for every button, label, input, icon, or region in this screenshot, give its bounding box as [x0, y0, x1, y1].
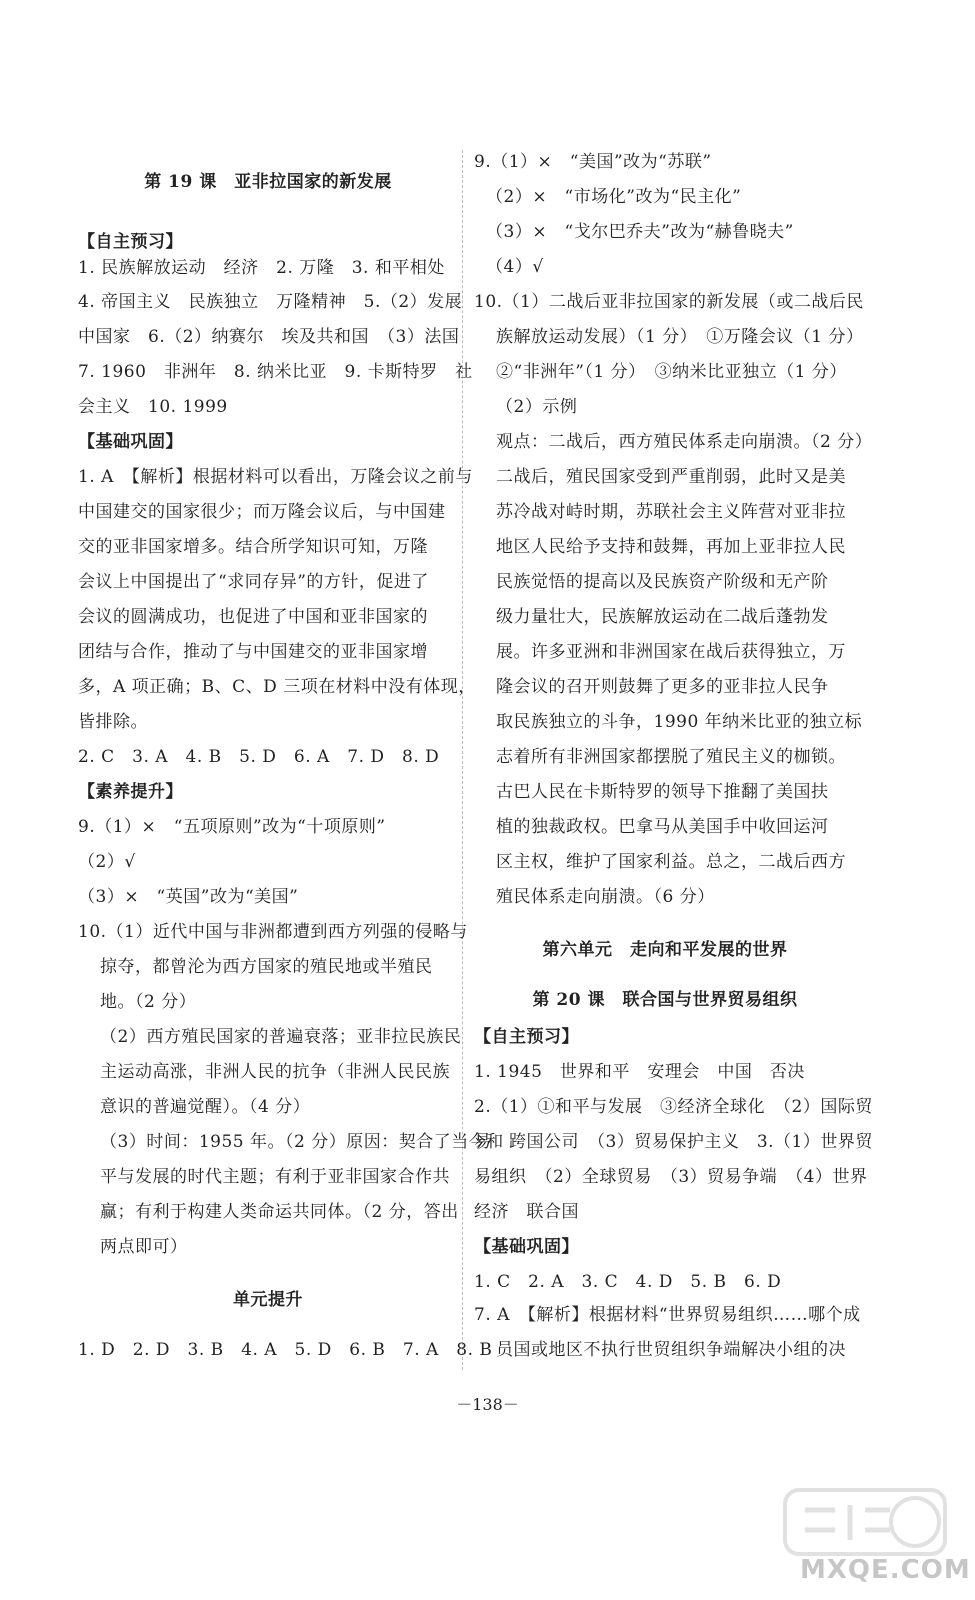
text-line: 经济 联合国	[474, 1202, 579, 1222]
text-line: 9.（1）× “五项原则”改为“十项原则”	[78, 817, 386, 837]
section-heading-preview: 【自主预习】	[78, 232, 183, 252]
text-line: 族解放运动发展）（1 分） ①万隆会议（1 分）	[496, 327, 864, 347]
section-heading-preview: 【自主预习】	[474, 1027, 579, 1047]
text-line: 古巴人民在卡斯特罗的领导下推翻了美国扶	[496, 782, 829, 802]
section-heading-basic: 【基础巩固】	[78, 432, 183, 452]
text-line: 10.（1）二战后亚非拉国家的新发展（或二战后民	[474, 292, 864, 312]
text-line: 民族觉悟的提高以及民族资产阶级和无产阶	[496, 572, 829, 592]
text-line: 7. 1960 非洲年 8. 纳米比亚 9. 卡斯特罗 社	[78, 362, 473, 382]
text-line: 地。（2 分）	[100, 992, 197, 1012]
text-line: 志着所有非洲国家都摆脱了殖民主义的枷锁。	[496, 747, 846, 767]
section-heading-basic: 【基础巩固】	[474, 1237, 579, 1257]
text-line: 主运动高涨，非洲人民的抗争（非洲人民民族	[100, 1062, 450, 1082]
text-line: 员国或地区不执行世贸组织争端解决小组的决	[496, 1340, 846, 1360]
text-line: 观点：二战后，西方殖民体系走向崩溃。（2 分）	[496, 432, 873, 452]
text-line: 7. A 【解析】根据材料“世界贸易组织……哪个成	[474, 1305, 861, 1325]
text-line: （3）时间：1955 年。（2 分）原因：契合了当今和	[100, 1132, 504, 1152]
text-line: 1. 1945 世界和平 安理会 中国 否决	[474, 1062, 805, 1082]
text-line: 意识的普遍觉醒）。（4 分）	[100, 1097, 311, 1117]
text-line: 地区人民给予支持和鼓舞，再加上亚非拉人民	[496, 537, 846, 557]
text-line: 区主权，维护了国家利益。总之，二战后西方	[496, 852, 846, 872]
text-line: 中国家 6.（2）纳赛尔 埃及共和国 （3）法国	[78, 327, 460, 347]
text-line: （3）× “英国”改为“美国”	[78, 887, 299, 907]
text-line: （2）√	[78, 852, 136, 872]
column-divider	[462, 150, 463, 1370]
text-line: （4）√	[486, 257, 544, 277]
text-line: 苏冷战对峙时期，苏联社会主义阵营对亚非拉	[496, 502, 846, 522]
text-line: 2.（1）①和平与发展 ③经济全球化 （2）国际贸	[474, 1097, 873, 1117]
text-line: 展。许多亚洲和非洲国家在战后获得独立，万	[496, 642, 846, 662]
text-line: 1. D 2. D 3. B 4. A 5. D 6. B 7. A 8. B	[78, 1340, 493, 1360]
section-heading-improve: 【素养提升】	[78, 782, 183, 802]
watermark-text: MXQE.COM	[800, 1555, 971, 1585]
unit-review-title: 单元提升	[233, 1290, 303, 1310]
unit-6-title: 第六单元 走向和平发展的世界	[542, 940, 788, 960]
text-line: 1. 民族解放运动 经济 2. 万隆 3. 和平相处	[78, 258, 445, 278]
text-line: 会议上中国提出了“求同存异”的方针，促进了	[78, 572, 429, 592]
text-line: 会主义 10. 1999	[78, 397, 228, 417]
text-line: 平与发展的时代主题；有利于亚非国家合作共	[100, 1167, 450, 1187]
text-line: 取民族独立的斗争，1990 年纳米比亚的独立标	[496, 712, 863, 732]
text-line: 掠夺，都曾沦为西方国家的殖民地或半殖民	[100, 957, 433, 977]
lesson-19-title: 第 19 课 亚非拉国家的新发展	[144, 172, 392, 192]
text-line: 两点即可）	[100, 1237, 188, 1257]
text-line: 级力量壮大，民族解放运动在二战后蓬勃发	[496, 607, 829, 627]
text-line: 赢；有利于构建人类命运共同体。（2 分，答出	[100, 1202, 459, 1222]
text-line: 皆排除。	[78, 712, 148, 732]
text-line: （2）× “市场化”改为“民主化”	[486, 187, 742, 207]
page-number: －138－	[456, 1395, 519, 1414]
text-line: 2. C 3. A 4. B 5. D 6. A 7. D 8. D	[78, 747, 440, 767]
text-line: 中国建交的国家很少；而万隆会议后，与中国建	[78, 502, 446, 522]
text-line: （3）× “戈尔巴乔夫”改为“赫鲁晓夫”	[486, 222, 794, 242]
text-line: 1. C 2. A 3. C 4. D 5. B 6. D	[474, 1272, 782, 1292]
text-line: 10.（1）近代中国与非洲都遭到西方列强的侵略与	[78, 922, 468, 942]
text-line: 隆会议的召开则鼓舞了更多的亚非拉人民争	[496, 677, 829, 697]
text-line: （2）示例	[496, 397, 578, 417]
text-line: （2）西方殖民国家的普遍衰落；亚非拉民族民	[100, 1027, 462, 1047]
text-line: 植的独裁政权。巴拿马从美国手中收回运河	[496, 817, 829, 837]
text-line: ②“非洲年”（1 分） ③纳米比亚独立（1 分）	[496, 362, 847, 382]
text-line: 9.（1）× “美国”改为“苏联”	[474, 152, 712, 172]
lesson-20-title: 第 20 课 联合国与世界贸易组织	[532, 990, 798, 1010]
text-line: 易组织 （2）全球贸易 （3）贸易争端 （4）世界	[474, 1167, 868, 1187]
text-line: 4. 帝国主义 民族独立 万隆精神 5.（2）发展	[78, 292, 463, 312]
text-line: 会议的圆满成功，也促进了中国和亚非国家的	[78, 607, 428, 627]
text-line: 二战后，殖民国家受到严重削弱，此时又是美	[496, 467, 846, 487]
text-line: 易 跨国公司 （3）贸易保护主义 3.（1）世界贸	[474, 1132, 873, 1152]
text-line: 多，A 项正确；B、C、D 三项在材料中没有体现，	[78, 677, 476, 697]
text-line: 1. A 【解析】根据材料可以看出，万隆会议之前与	[78, 467, 473, 487]
text-line: 殖民体系走向崩溃。（6 分）	[496, 887, 715, 907]
text-line: 团结与合作，推动了与中国建交的亚非国家增	[78, 642, 428, 662]
text-line: 交的亚非国家增多。结合所学知识可知，万隆	[78, 537, 428, 557]
